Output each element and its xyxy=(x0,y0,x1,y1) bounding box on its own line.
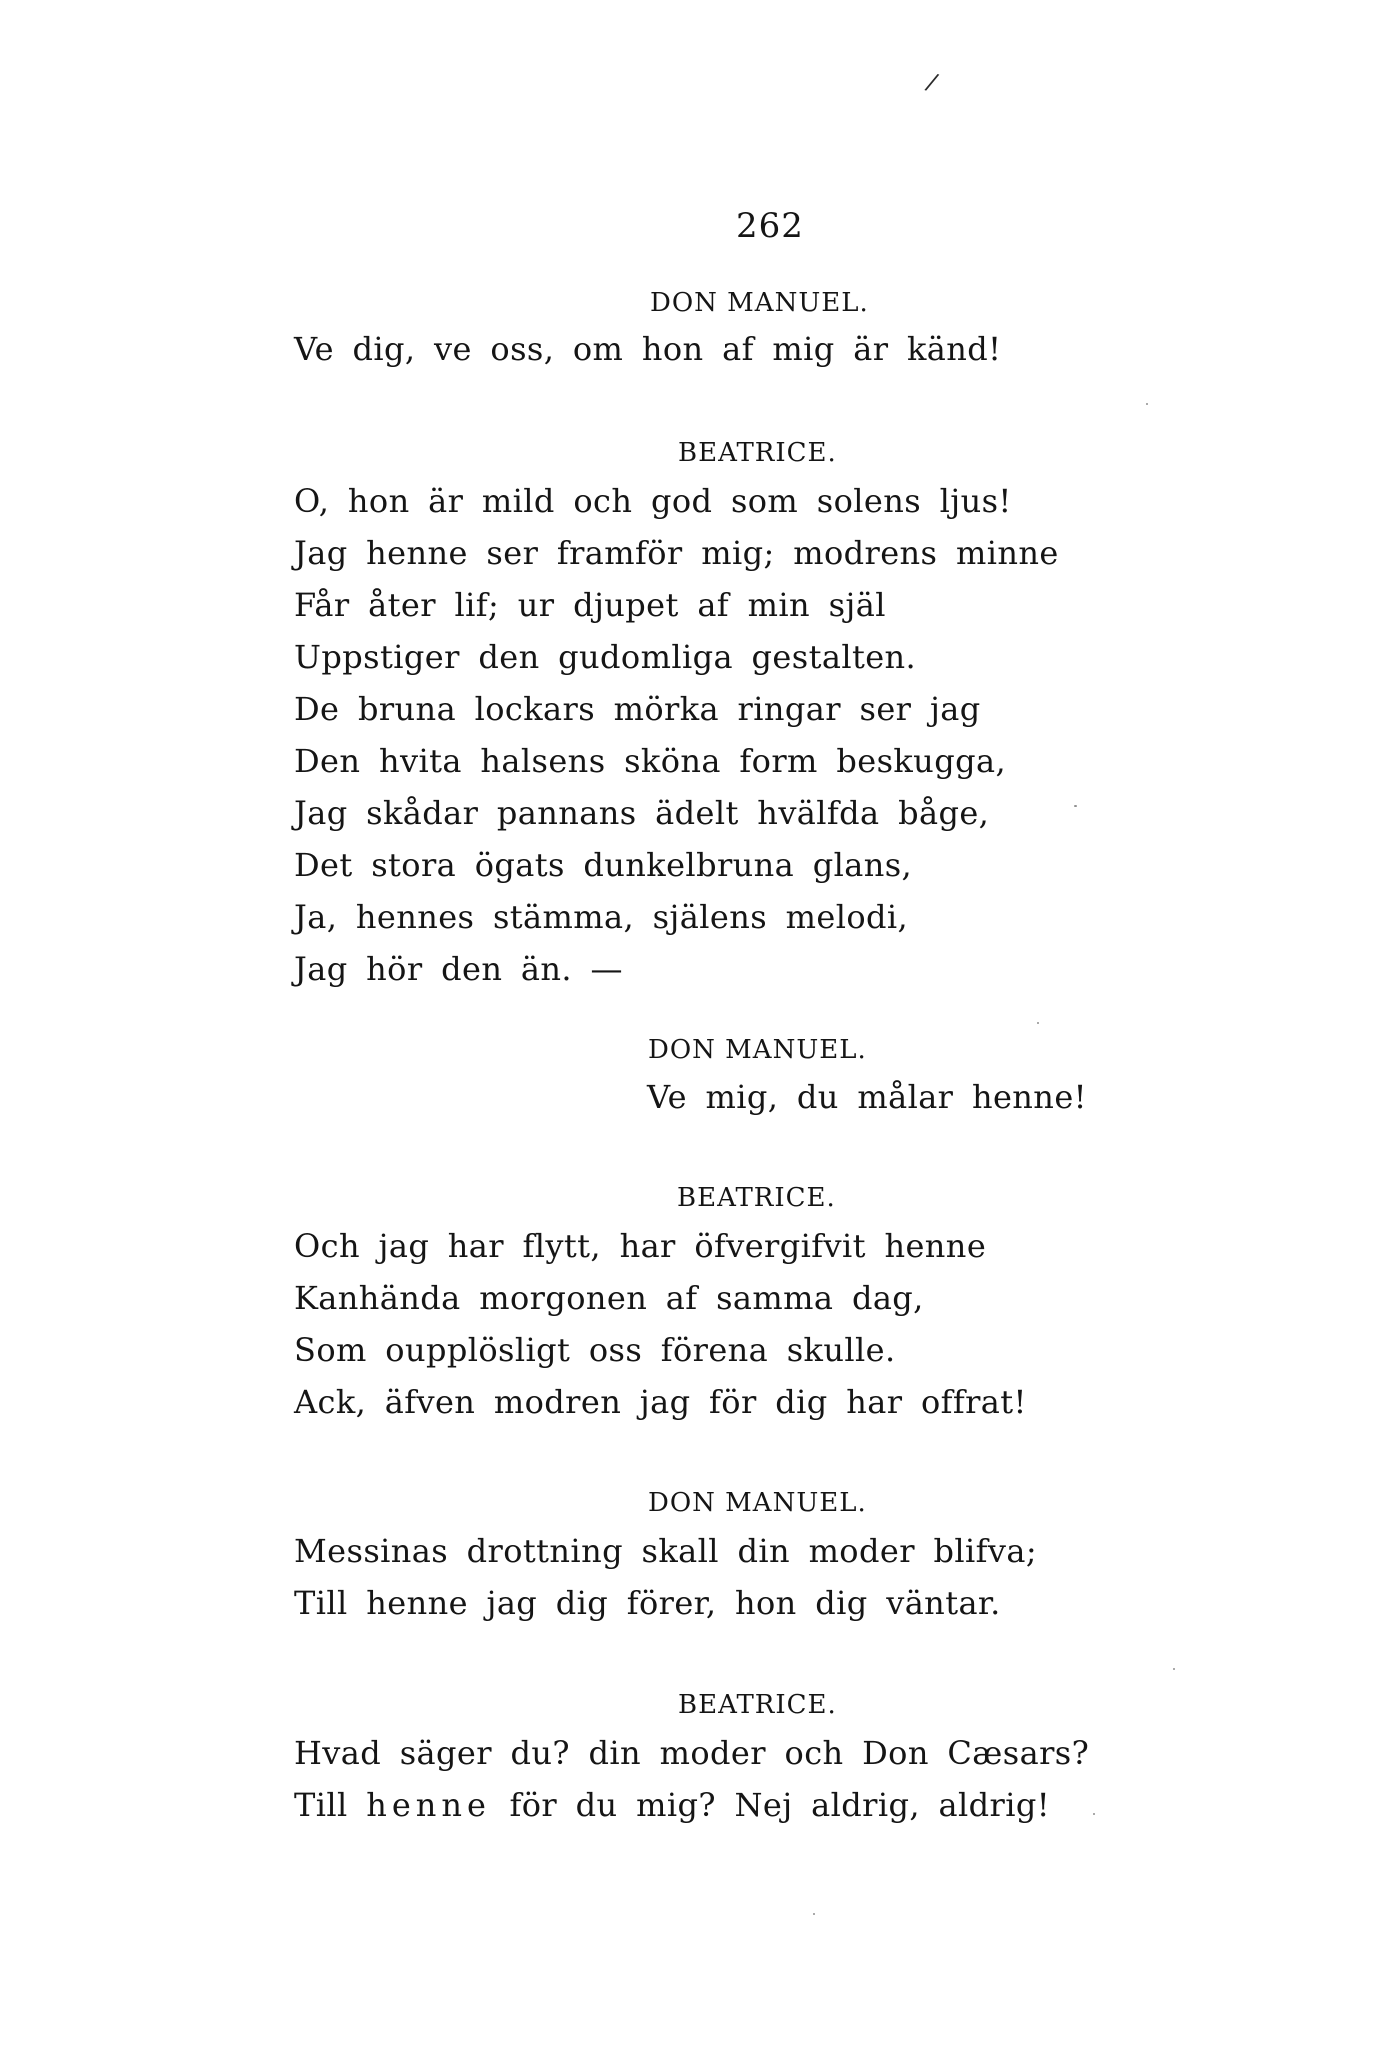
paper-speck xyxy=(813,1913,815,1915)
verse-line: O, hon är mild och god som solens ljus! xyxy=(294,482,1012,520)
verse-text: Till xyxy=(294,1786,367,1824)
speaker-don-manuel: DON MANUEL. xyxy=(650,288,869,318)
verse-line: Ja, hennes stämma, själens melodi, xyxy=(294,898,909,936)
corner-mark: / xyxy=(923,67,942,97)
verse-line: Till henne jag dig förer, hon dig väntar. xyxy=(294,1584,1001,1622)
verse-line: Ve dig, ve oss, om hon af mig är känd! xyxy=(294,330,1002,368)
speaker-beatrice: BEATRICE. xyxy=(678,1690,837,1720)
verse-line: Den hvita halsens sköna form beskugga, xyxy=(294,742,1007,780)
speaker-beatrice: BEATRICE. xyxy=(678,438,837,468)
paper-speck xyxy=(1093,1813,1095,1815)
verse-line: Det stora ögats dunkelbruna glans, xyxy=(294,846,913,884)
speaker-don-manuel: DON MANUEL. xyxy=(648,1488,867,1518)
verse-line: Jag henne ser framför mig; modrens minne xyxy=(294,534,1059,572)
verse-line: Jag hör den än. — xyxy=(294,950,623,988)
verse-line: Jag skådar pannans ädelt hvälfda båge, xyxy=(294,794,990,832)
paper-speck xyxy=(1037,1022,1039,1024)
speaker-don-manuel: DON MANUEL. xyxy=(648,1035,867,1065)
verse-line xyxy=(294,1786,1050,1824)
speaker-beatrice: BEATRICE. xyxy=(677,1183,836,1213)
page-number: 262 xyxy=(736,206,804,246)
verse-text: för du mig? Nej aldrig, aldrig! xyxy=(490,1786,1050,1824)
verse-line: De bruna lockars mörka ringar ser jag xyxy=(294,690,981,728)
verse-line: Och jag har flytt, har öfvergifvit henne xyxy=(294,1227,987,1265)
paper-speck xyxy=(1173,1668,1175,1670)
verse-line: Uppstiger den gudomliga gestalten. xyxy=(294,638,917,676)
verse-line: Kanhända morgonen af samma dag, xyxy=(294,1279,924,1317)
paper-speck xyxy=(1146,403,1148,405)
verse-line: Hvad säger du? din moder och Don Cæsars? xyxy=(294,1734,1090,1772)
verse-line: Messinas drottning skall din moder blifva; xyxy=(294,1532,1038,1570)
verse-line: Får åter lif; ur djupet af min själ xyxy=(294,586,886,624)
paper-speck xyxy=(1074,805,1077,807)
verse-line: Som oupplösligt oss förena skulle. xyxy=(294,1331,896,1369)
spaced-word: henne xyxy=(366,1786,491,1824)
verse-line: Ack, äfven modren jag för dig har offrat! xyxy=(294,1383,1027,1421)
verse-line: Ve mig, du målar henne! xyxy=(647,1078,1087,1116)
